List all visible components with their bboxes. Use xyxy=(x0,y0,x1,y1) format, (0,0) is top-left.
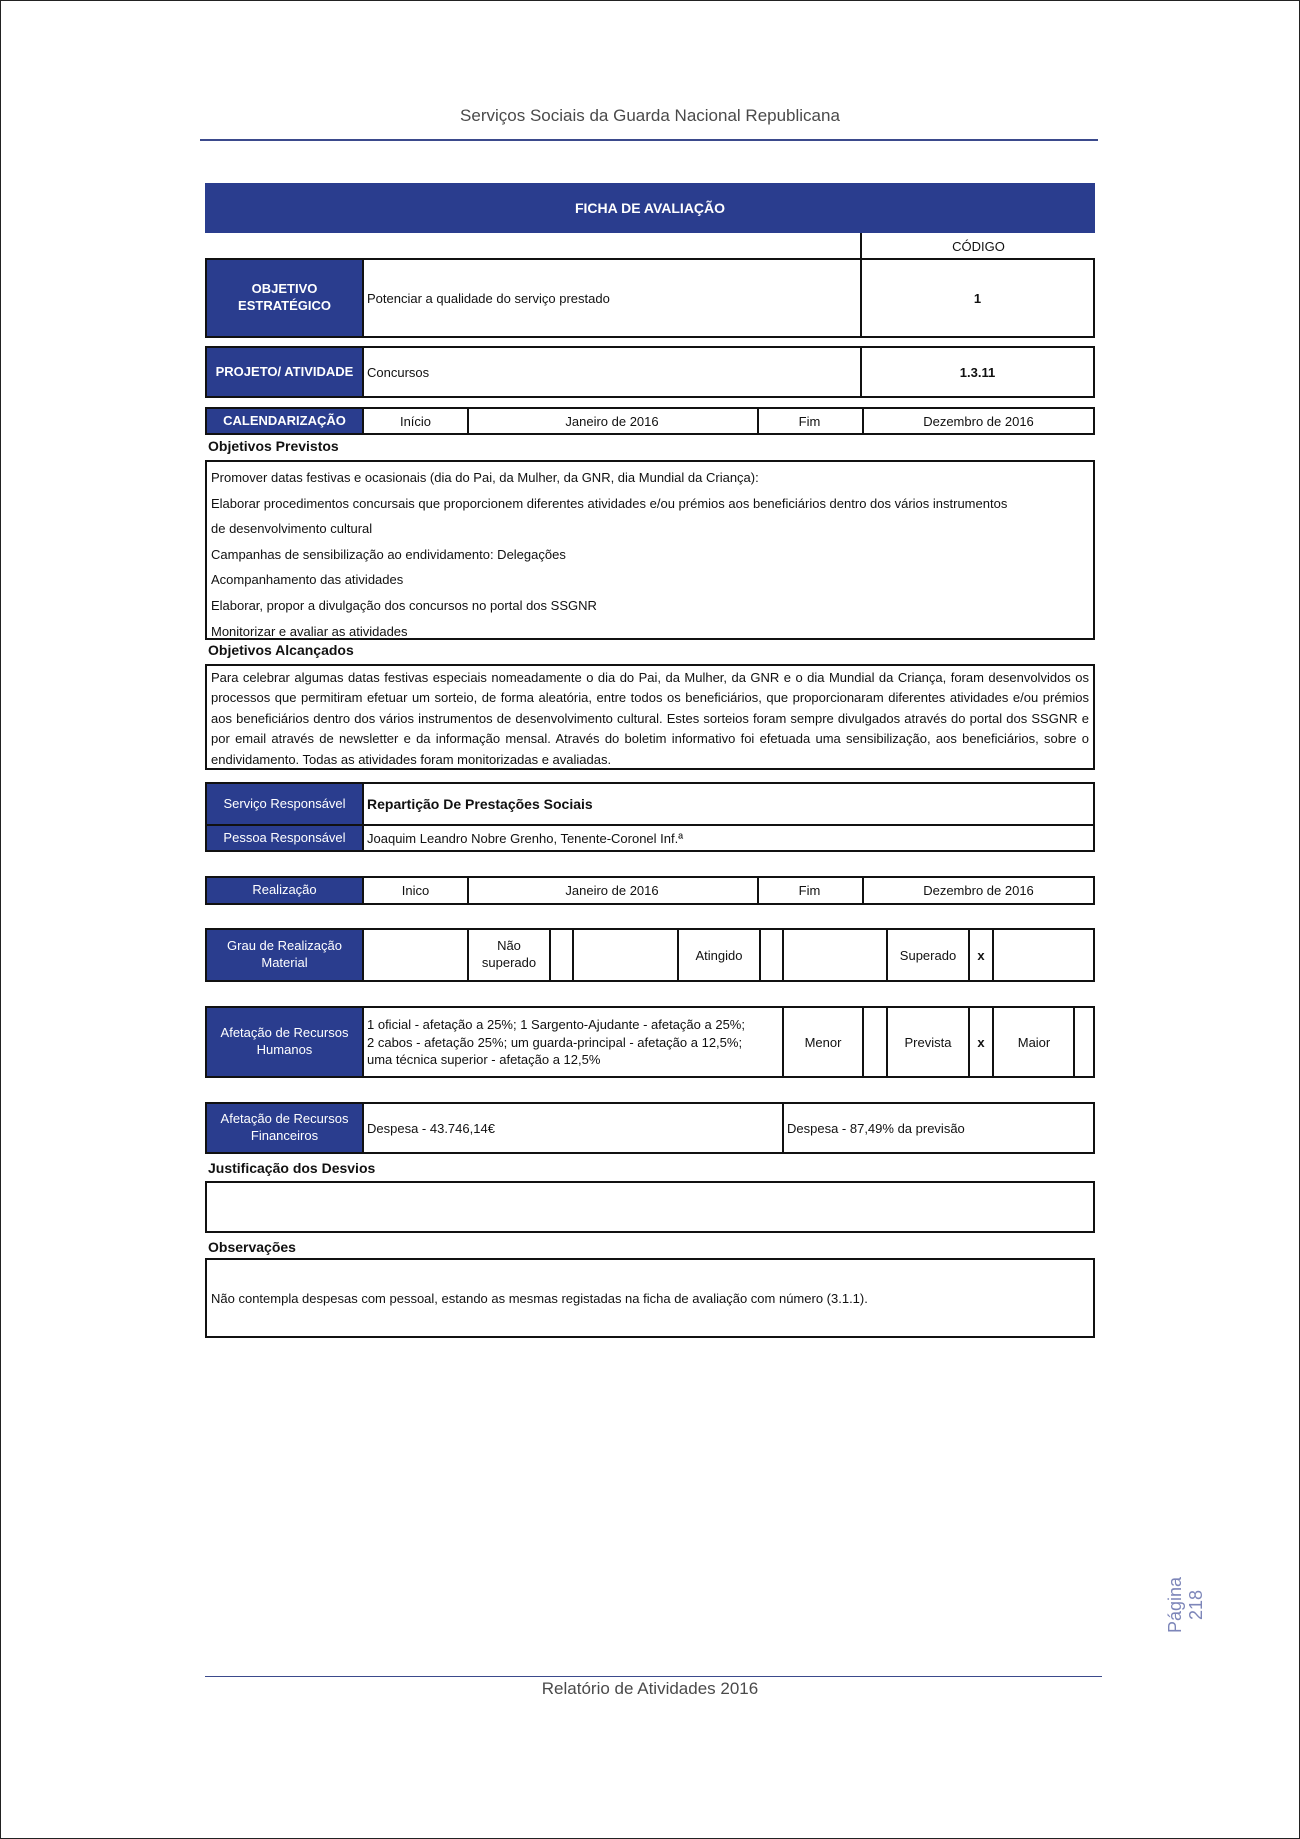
justificacao-title: Justificação dos Desvios xyxy=(208,1160,376,1176)
header-divider xyxy=(200,139,1098,141)
recursos-humanos-line: 1 oficial - afetação a 25%; 1 Sargento-Ajudante - afetação a 25%; xyxy=(367,1017,745,1032)
recursos-humanos-row xyxy=(205,1006,1095,1078)
prevista-checkbox[interactable]: x xyxy=(977,1034,985,1050)
atingido-label: Atingido xyxy=(695,947,743,963)
recursos-humanos-line: uma técnica superior - afetação a 12,5% xyxy=(367,1052,601,1067)
realizacao-row xyxy=(205,876,1095,905)
despesa-previsao-value: Despesa - 87,49% da previsão xyxy=(787,1120,965,1136)
despesa-value: Despesa - 43.746,14€ xyxy=(367,1120,495,1136)
grau-realizacao-label: Grau de Realização Material xyxy=(207,930,362,980)
objetivo-row xyxy=(205,258,1095,338)
objetivo-previsto-item: Elaborar procedimentos concursais que proporcionem diferentes atividades e/ou prémios aos beneficiários dentro dos vários instrumentos xyxy=(211,495,1008,511)
recursos-humanos-text xyxy=(367,1016,787,1069)
superado-label: Superado xyxy=(899,947,957,963)
menor-checkbox[interactable] xyxy=(864,1008,884,1076)
objetivos-previstos-box xyxy=(205,460,1095,640)
pessoa-responsavel-value: Joaquim Leandro Nobre Grenho, Tenente-Coronel Inf.ª xyxy=(367,830,684,846)
realizacao-inicio-value: Janeiro de 2016 xyxy=(565,883,659,898)
calendarizacao-inicio-value: Janeiro de 2016 xyxy=(565,413,659,429)
projeto-code: 1.3.11 xyxy=(959,364,996,380)
calendarizacao-row xyxy=(205,407,1095,435)
realizacao-fim-label: Fim xyxy=(798,883,821,898)
recursos-humanos-label: Afetação de Recursos Humanos xyxy=(207,1008,362,1076)
objetivo-value: Potenciar a qualidade do serviço prestado xyxy=(367,290,610,306)
justificacao-box xyxy=(205,1181,1095,1233)
objetivo-label: OBJETIVO ESTRATÉGICO xyxy=(207,260,362,336)
servico-responsavel-value: Repartição De Prestações Sociais xyxy=(367,796,593,812)
calendarizacao-label: CALENDARIZAÇÃO xyxy=(207,409,362,433)
maior-label: Maior xyxy=(1017,1034,1051,1050)
nao-superado-checkbox[interactable] xyxy=(551,930,571,980)
page-number: Página 218 xyxy=(1165,1576,1206,1634)
objetivo-previsto-item: Monitorizar e avaliar as atividades xyxy=(211,623,408,639)
observacoes-title: Observações xyxy=(208,1239,296,1255)
atingido-checkbox[interactable] xyxy=(761,930,781,980)
projeto-row xyxy=(205,346,1095,398)
realizacao-inicio-label: Inico xyxy=(401,883,430,898)
menor-label: Menor xyxy=(804,1034,842,1050)
footer-divider xyxy=(205,1676,1102,1677)
realizacao-fim-value: Dezembro de 2016 xyxy=(923,883,1034,898)
calendarizacao-fim-label: Fim xyxy=(798,413,821,429)
objetivos-previstos-list xyxy=(211,465,1089,644)
projeto-value: Concursos xyxy=(367,364,430,380)
responsavel-box xyxy=(205,782,1095,852)
prevista-label: Prevista xyxy=(904,1034,952,1050)
objetivo-code: 1 xyxy=(973,290,982,306)
pessoa-responsavel-label: Pessoa Responsável xyxy=(207,826,362,850)
superado-checkbox[interactable]: x xyxy=(977,947,985,963)
objetivo-previsto-item: Promover datas festivas e ocasionais (dia do Pai, da Mulher, da GNR, dia Mundial da Criança): xyxy=(211,470,759,485)
recursos-financeiros-label: Afetação de Recursos Financeiros xyxy=(207,1104,362,1152)
projeto-label: PROJETO/ ATIVIDADE xyxy=(207,348,362,396)
realizacao-label: Realização xyxy=(207,878,362,903)
codigo-header xyxy=(860,233,1095,259)
objetivo-previsto-item: Acompanhamento das atividades xyxy=(211,572,404,588)
objetivo-previsto-item: de desenvolvimento cultural xyxy=(211,521,373,537)
nao-superado-label: Não superado xyxy=(481,938,537,970)
ficha-title: FICHA DE AVALIAÇÃO xyxy=(205,183,1095,233)
objetivos-alcancados-title: Objetivos Alcançados xyxy=(208,642,354,658)
codigo-label: CÓDIGO xyxy=(952,238,1005,254)
grau-realizacao-row xyxy=(205,928,1095,982)
header-title: Serviços Sociais da Guarda Nacional Republicana xyxy=(460,106,840,125)
objetivos-previstos-title: Objetivos Previstos xyxy=(208,438,339,454)
objetivos-alcancados-text: Para celebrar algumas datas festivas especiais nomeadamente o dia do Pai, da Mulher, da GNR e o dia Mundial da Criança, foram desenvolvidos os processos que permitiram efetuar um sorteio, de forma aleatória, entre todos os beneficiários, que proporcionaram diferentes atividades e/ou prémios aos beneficiários dentro dos vários instrumentos de desenvolvimento cultural. Estes sorteios foram sempre divulgados através do portal dos SSGNR e por email através de newsletter e da informação mensal. Através do boletim informativo foi efetuada uma sensibilização, aos beneficiários, sobre o endividamento. Todas as atividades foram monitorizadas e avaliadas. xyxy=(205,664,1095,770)
calendarizacao-fim-value: Dezembro de 2016 xyxy=(923,413,1034,429)
recursos-humanos-line: 2 cabos - afetação 25%; um guarda-principal - afetação a 12,5%; xyxy=(367,1034,743,1050)
observacoes-box xyxy=(205,1258,1095,1338)
calendarizacao-inicio-label: Início xyxy=(399,413,432,429)
objetivo-previsto-item: Elaborar, propor a divulgação dos concursos no portal dos SSGNR xyxy=(211,597,597,613)
servico-responsavel-label: Serviço Responsável xyxy=(207,784,362,824)
footer-text: Relatório de Atividades 2016 xyxy=(541,1679,759,1698)
observacoes-text: Não contempla despesas com pessoal, estando as mesmas registadas na ficha de avaliação com número (3.1.1). xyxy=(211,1290,868,1306)
recursos-financeiros-row xyxy=(205,1102,1095,1154)
objetivo-previsto-item: Campanhas de sensibilização ao endividamento: Delegações xyxy=(211,546,566,562)
maior-checkbox[interactable] xyxy=(1075,1008,1093,1076)
